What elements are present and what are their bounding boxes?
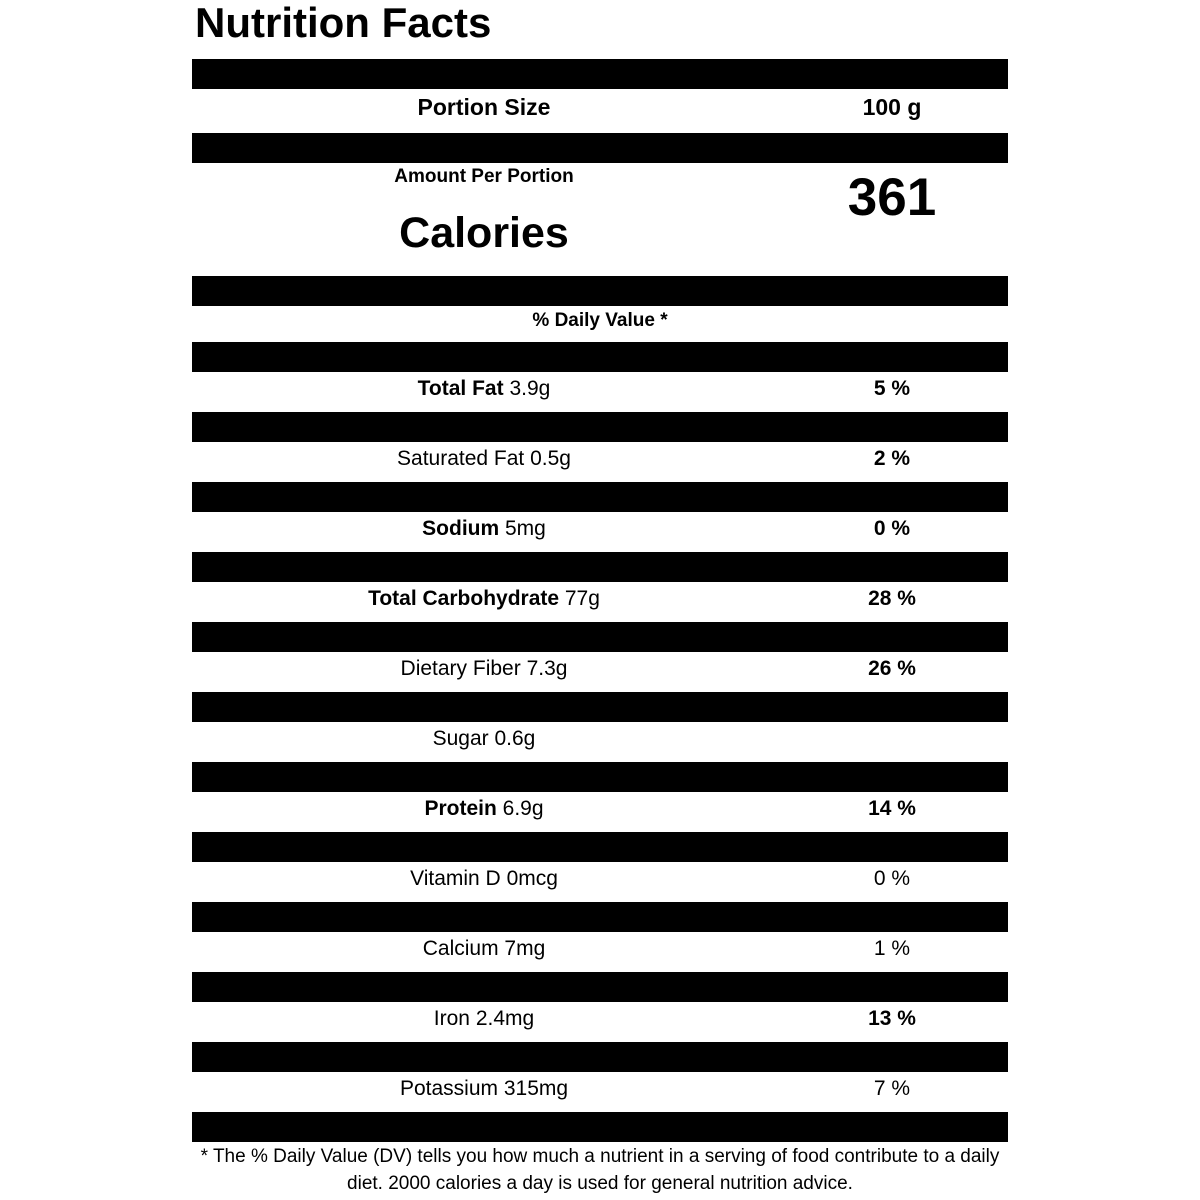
nutrient-row-label: [192, 446, 776, 472]
nutrient-daily-value: 28 %: [868, 587, 916, 610]
amount-per-portion-label: Amount Per Portion: [394, 166, 574, 187]
nutrient-daily-value: 5 %: [873, 377, 911, 400]
nutrient-amount: 0.6g: [488, 727, 536, 750]
nutrient-name: Sodium: [422, 517, 500, 540]
nutrient-amount: 315mg: [498, 1077, 569, 1100]
portion-size-label: Portion Size: [417, 94, 551, 120]
nutrient-daily-value: 0 %: [873, 867, 911, 890]
divider-bar: [192, 482, 1008, 512]
nutrient-row-label: [192, 376, 776, 402]
nutrient-name: Potassium: [399, 1077, 498, 1100]
portion-size-value: 100 g: [862, 94, 922, 120]
nutrient-row-label: [192, 726, 776, 752]
nutrient-amount: 77g: [559, 587, 600, 610]
divider-bar: [192, 276, 1008, 306]
nutrient-daily-value: 26 %: [868, 657, 916, 680]
page-title: Nutrition Facts: [195, 0, 492, 46]
nutrient-name: Sugar: [432, 727, 489, 750]
divider-bar: [192, 342, 1008, 372]
divider-bar: [192, 692, 1008, 722]
nutrient-row-label: [192, 866, 776, 892]
calories-label: Calories: [399, 209, 569, 257]
nutrient-amount: 6.9g: [496, 797, 544, 820]
nutrient-name: Protein: [424, 797, 497, 820]
divider-bar: [192, 762, 1008, 792]
daily-value-header: % Daily Value *: [532, 310, 668, 331]
nutrient-amount: 7.3g: [520, 657, 568, 680]
nutrient-row-label: [192, 1006, 776, 1032]
nutrient-name: Vitamin D: [410, 867, 501, 890]
nutrient-amount: 5mg: [499, 517, 546, 540]
nutrient-daily-value: 2 %: [873, 447, 911, 470]
footnote: * The % Daily Value (DV) tells you how much a nutrient in a serving of food contribute to a daily diet. 2000 calories a day is used for general nutrition advice.: [200, 1146, 1000, 1194]
nutrient-row-label: [192, 656, 776, 682]
divider-bar: [192, 59, 1008, 89]
divider-bar: [192, 902, 1008, 932]
nutrient-daily-value: 13 %: [868, 1007, 916, 1030]
nutrient-amount: 7mg: [498, 937, 546, 960]
nutrient-row-label: [192, 1076, 776, 1102]
divider-bar: [192, 972, 1008, 1002]
nutrient-row-label: [192, 936, 776, 962]
nutrient-name: Total Carbohydrate: [368, 587, 560, 610]
divider-bar: [192, 832, 1008, 862]
nutrient-amount: 2.4mg: [469, 1007, 535, 1030]
nutrient-amount: 0mcg: [500, 867, 558, 890]
nutrient-name: Iron: [433, 1007, 470, 1030]
nutrient-name: Dietary Fiber: [400, 657, 521, 680]
nutrient-amount: 3.9g: [503, 377, 551, 400]
nutrient-daily-value: 1 %: [873, 937, 911, 960]
nutrient-row-label: [192, 796, 776, 822]
divider-bar: [192, 1112, 1008, 1142]
nutrient-row-label: [192, 586, 776, 612]
nutrient-daily-value: 14 %: [868, 797, 916, 820]
nutrient-name: Calcium: [422, 937, 499, 960]
nutrient-amount: 0.5g: [524, 447, 571, 470]
divider-bar: [192, 1042, 1008, 1072]
nutrient-daily-value: 7 %: [873, 1077, 911, 1100]
nutrient-row-label: [192, 516, 776, 542]
nutrient-daily-value: 0 %: [873, 517, 911, 540]
divider-bar: [192, 552, 1008, 582]
nutrient-name: Total Fat: [417, 377, 504, 400]
divider-bar: [192, 412, 1008, 442]
nutrient-name: Saturated Fat: [397, 447, 525, 470]
calories-value: 361: [847, 168, 937, 227]
divider-bar: [192, 622, 1008, 652]
divider-bar: [192, 133, 1008, 163]
